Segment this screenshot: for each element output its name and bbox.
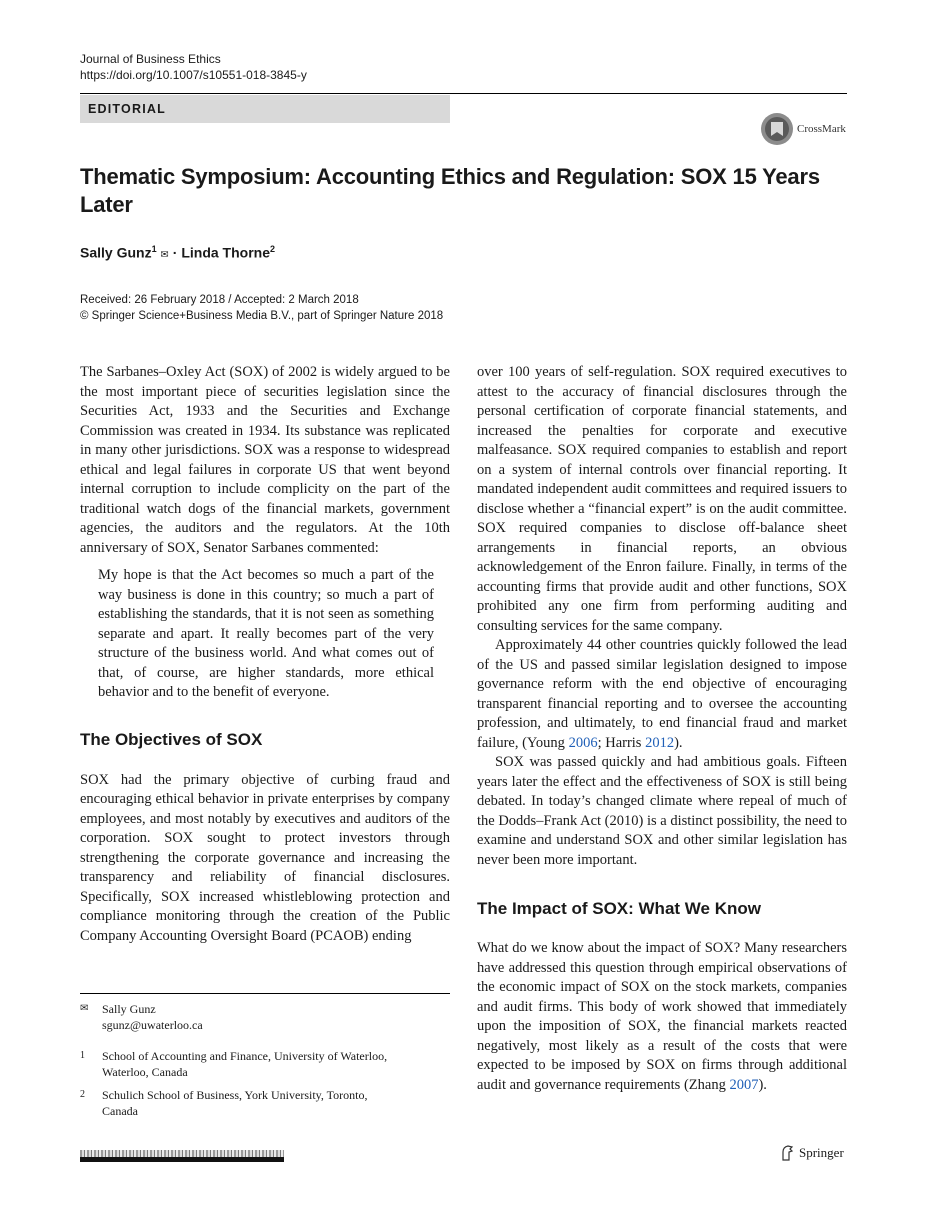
body-paragraph: [477, 636, 847, 753]
paragraph-text: ; Harris: [597, 734, 646, 751]
paragraph-text: ).: [674, 734, 683, 751]
publisher-name: Springer: [799, 1145, 844, 1160]
paragraph-text: ).: [758, 1076, 767, 1093]
journal-name: Journal of Business Ethics: [80, 52, 221, 66]
author-name[interactable]: Sally Gunz: [80, 244, 152, 261]
contact-footnote: [80, 1001, 450, 1033]
springer-horse-icon: [780, 1145, 794, 1161]
email-icon: ✉: [160, 249, 169, 261]
crossmark-icon: [760, 112, 794, 146]
affiliation-line: Schulich School of Business, York University, Toronto,: [102, 1088, 368, 1102]
author-name[interactable]: Linda Thorne: [181, 244, 270, 261]
article-title: Thematic Symposium: Accounting Ethics and Regulation: SOX 15 Years Later: [80, 164, 820, 217]
author-list: [80, 244, 275, 261]
paragraph-text: Approximately 44 other countries quickly followed the lead of the US and passed similar legislation designed to impose governance reform with the end objective of encouraging transparent financial reporting and to oversee the accounting profession, and ultimately, to end financial fraud and market failure, (Young: [477, 637, 847, 751]
article-dates: [80, 292, 443, 324]
doi-link[interactable]: https://doi.org/10.1007/s10551-018-3845-y: [80, 68, 307, 82]
envelope-icon: ✉: [80, 1003, 89, 1014]
affiliation-footnote: [80, 1087, 450, 1119]
body-paragraph: [477, 939, 847, 1095]
copyright-line: © Springer Science+Business Media B.V., part of Springer Nature 2018: [80, 310, 444, 322]
section-heading: The Objectives of SOX: [80, 729, 263, 749]
left-column: [80, 363, 450, 946]
author-affiliation-mark: 1: [151, 244, 157, 254]
affiliation-mark: 2: [80, 1089, 85, 1100]
body-paragraph: SOX had the primary objective of curbing fraud and encouraging ethical behavior in private enterprises by company employees, and most notably by executives and auditors of the corporation. SOX sought to protect investors through strengthening the corporate governance and increasing the transparency and reliability of financial disclosures. Specifically, SOX increased whistleblowing protection and compliance monitoring through the creation of the Public Company Accounting Oversight Board (PCAOB) ending: [80, 771, 450, 944]
affiliation-line: Canada: [102, 1104, 138, 1118]
citation-link[interactable]: 2006: [568, 734, 598, 751]
citation-link[interactable]: 2012: [645, 734, 675, 751]
section-heading: The Impact of SOX: What We Know: [477, 899, 761, 918]
author-affiliation-mark: 2: [270, 244, 276, 254]
body-paragraph: SOX was passed quickly and had ambitious goals. Fifteen years later the effect and the effectiveness of SOX is still being debated. In today’s changed climate where repeal of much of the Dodds–Frank Act (2010) is a distinct possibility, the need to examine and understand SOX and other similar legislation has never been more important.: [477, 754, 847, 868]
affiliation-mark: 1: [80, 1050, 85, 1061]
contact-email[interactable]: sgunz@uwaterloo.ca: [102, 1018, 203, 1032]
publisher-logo: [780, 1145, 844, 1161]
received-accepted: Received: 26 February 2018 / Accepted: 2 March 2018: [80, 294, 359, 306]
body-paragraph: over 100 years of self-regulation. SOX required executives to attest to the accuracy of financial disclosures through the personal certification of corporate financial statements, and increased the penalties for corporate and executive malfeasance. SOX required companies to establish and report on a system of internal controls over financial reporting. It mandated independent audit committees and required issuers to disclose whether a “financial expert” is on the audit committee. SOX required companies to disclose off-balance sheet arrangements in financial reports, an obvious acknowledgement of the Enron failure. Finally, in terms of the accounting firms that provide audit and other functions, SOX prohibited any one firm from performing auditing and consulting services for the same company.: [477, 364, 847, 634]
author-separator: ·: [172, 244, 178, 261]
block-quote: My hope is that the Act becomes so much a part of the way business is done in this country; so much a part of establishing the standards, that it is not seen as something separate and apart. It really becomes part of the very structure of the business world. And what comes out of that, of course, are higher standards, more ethical behavior and to the benefit of everyone.: [98, 567, 434, 700]
footer-bar: [80, 1150, 284, 1162]
right-column: [477, 363, 847, 1095]
citation-link[interactable]: 2007: [729, 1076, 759, 1093]
footnotes: [80, 1001, 450, 1119]
paragraph-text: What do we know about the impact of SOX? Many researchers have addressed this question through empirical observations of the economic impact of SOX on the stock markets, companies and audit firms. This body of work showed that immediately upon the imposition of SOX, the financial markets reacted negatively, most likely as a result of the costs that were expected to be imposed by SOX on firms through additional audit and governance requirements (Zhang: [477, 940, 847, 1093]
body-paragraph: The Sarbanes–Oxley Act (SOX) of 2002 is widely argued to be the most important piece of securities legislation since the Securities Act, 1933 and the Securities and Exchange Commission was created in 1934. Its substance was replicated in many other jurisdictions. SOX was a response to widespread ethical and legal failures in corporate US that went beyond internal corruption to include complicity on the part of the traditional watch dogs of the financial markets, government agencies, the auditors and the regulators. At the 10th anniversary of SOX, Senator Sarbanes commented:: [80, 364, 450, 556]
crossmark-badge[interactable]: [760, 112, 846, 146]
footnote-rule: [80, 993, 450, 994]
affiliation-line: School of Accounting and Finance, University of Waterloo,: [102, 1049, 388, 1063]
affiliation-line: Waterloo, Canada: [102, 1065, 188, 1079]
section-label: EDITORIAL: [88, 102, 166, 116]
header-rule: [80, 93, 847, 94]
crossmark-label: CrossMark: [797, 123, 846, 135]
affiliation-footnote: [80, 1048, 450, 1080]
contact-name: Sally Gunz: [102, 1002, 156, 1016]
journal-info: [80, 51, 307, 83]
